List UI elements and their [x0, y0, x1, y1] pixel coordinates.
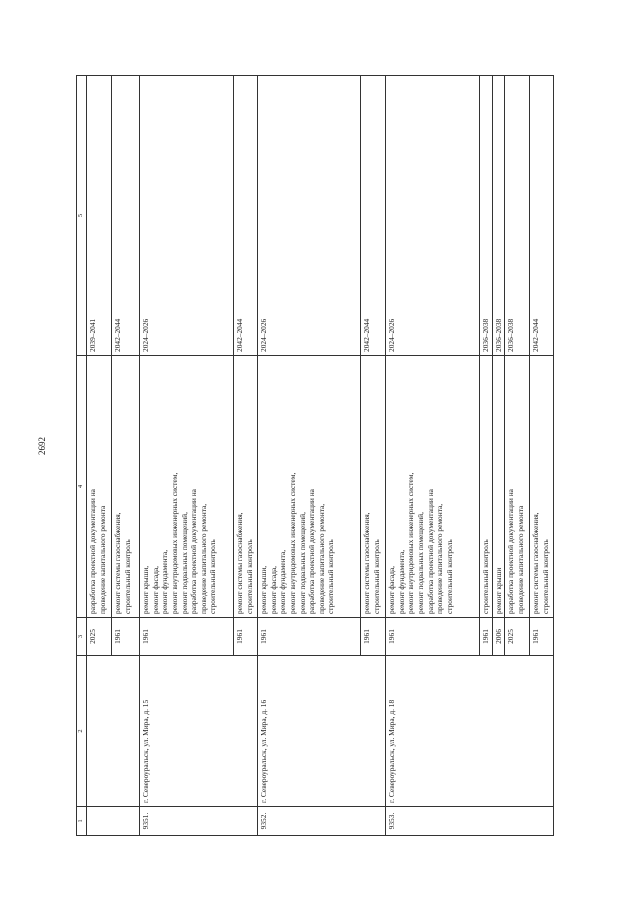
period-cell: 2042–2044: [361, 76, 386, 356]
table-row: [140, 76, 234, 836]
year-cell: 1961: [386, 618, 480, 656]
period-cell: 2036–2038: [492, 76, 505, 356]
number-cell: 9352.: [258, 807, 386, 836]
period-cell: 2036–2038: [505, 76, 530, 356]
year-cell: 1961: [480, 618, 493, 656]
address-cell: [87, 656, 140, 807]
year-cell: 2006: [492, 618, 505, 656]
table-row: [386, 76, 480, 836]
table-row: [87, 76, 112, 836]
number-cell: 9353.: [386, 807, 554, 836]
period-cell: 2042–2044: [530, 76, 554, 356]
year-cell: 1961: [112, 618, 140, 656]
year-cell: 1961: [361, 618, 386, 656]
work-cell: ремонт крыши, ремонт фасада, ремонт фундамента, ремонт внутридомовых инженерных систем, ремонт подвальных помещений, разработка проектной документации на проведение капитального ремонта, строительный контроль: [258, 356, 361, 618]
work-cell: разработка проектной документации на проведение капитального ремонта: [505, 356, 530, 618]
year-cell: 1961: [140, 618, 234, 656]
address-cell: г. Североуральск, ул. Мира, д. 15: [140, 656, 258, 807]
work-cell: разработка проектной документации на проведение капитального ремонта: [87, 356, 112, 618]
header-col-1: 1: [77, 807, 87, 836]
header-col-3: 3: [77, 618, 87, 656]
year-cell: 1961: [530, 618, 554, 656]
work-cell: ремонт системы газоснабжения, строительный контроль: [112, 356, 140, 618]
period-cell: 2042–2044: [112, 76, 140, 356]
work-cell: строительный контроль: [480, 356, 493, 618]
work-cell: ремонт системы газоснабжения, строительный контроль: [361, 356, 386, 618]
period-cell: 2042–2044: [234, 76, 258, 356]
period-cell: 2024–2026: [258, 76, 361, 356]
period-cell: 2024–2026: [140, 76, 234, 356]
year-cell: 1961: [234, 618, 258, 656]
year-cell: 2025: [505, 618, 530, 656]
number-cell: 9351.: [140, 807, 258, 836]
rotated-table-container: [76, 76, 550, 836]
work-cell: ремонт системы газоснабжения, строительный контроль: [234, 356, 258, 618]
period-cell: 2036–2038: [480, 76, 493, 356]
period-cell: 2039–2041: [87, 76, 112, 356]
page-number: 2692: [37, 437, 47, 455]
header-row: [77, 76, 87, 836]
header-col-4: 4: [77, 356, 87, 618]
header-col-2: 2: [77, 656, 87, 807]
address-cell: г. Североуральск, ул. Мира, д. 18: [386, 656, 554, 807]
address-cell: г. Североуральск, ул. Мира, д. 16: [258, 656, 386, 807]
work-cell: ремонт крыши: [492, 356, 505, 618]
work-cell: ремонт крыши, ремонт фасада, ремонт фундамента, ремонт внутридомовых инженерных систем, ремонт подвальных помещений, разработка проектной документации на проведение капитального ремонта, строительный контроль: [140, 356, 234, 618]
period-cell: 2024–2026: [386, 76, 480, 356]
work-cell: ремонт фасада, ремонт фундамента, ремонт внутридомовых инженерных систем, ремонт подвальных помещений, разработка проектной документации на проведение капитального ремонта, строительный контроль: [386, 356, 480, 618]
year-cell: 1961: [258, 618, 361, 656]
work-cell: ремонт системы газоснабжения, строительный контроль: [530, 356, 554, 618]
year-cell: 2025: [87, 618, 112, 656]
number-cell: [87, 807, 140, 836]
repair-schedule-table: [76, 75, 554, 836]
header-col-5: 5: [77, 76, 87, 356]
table-row: [258, 76, 361, 836]
